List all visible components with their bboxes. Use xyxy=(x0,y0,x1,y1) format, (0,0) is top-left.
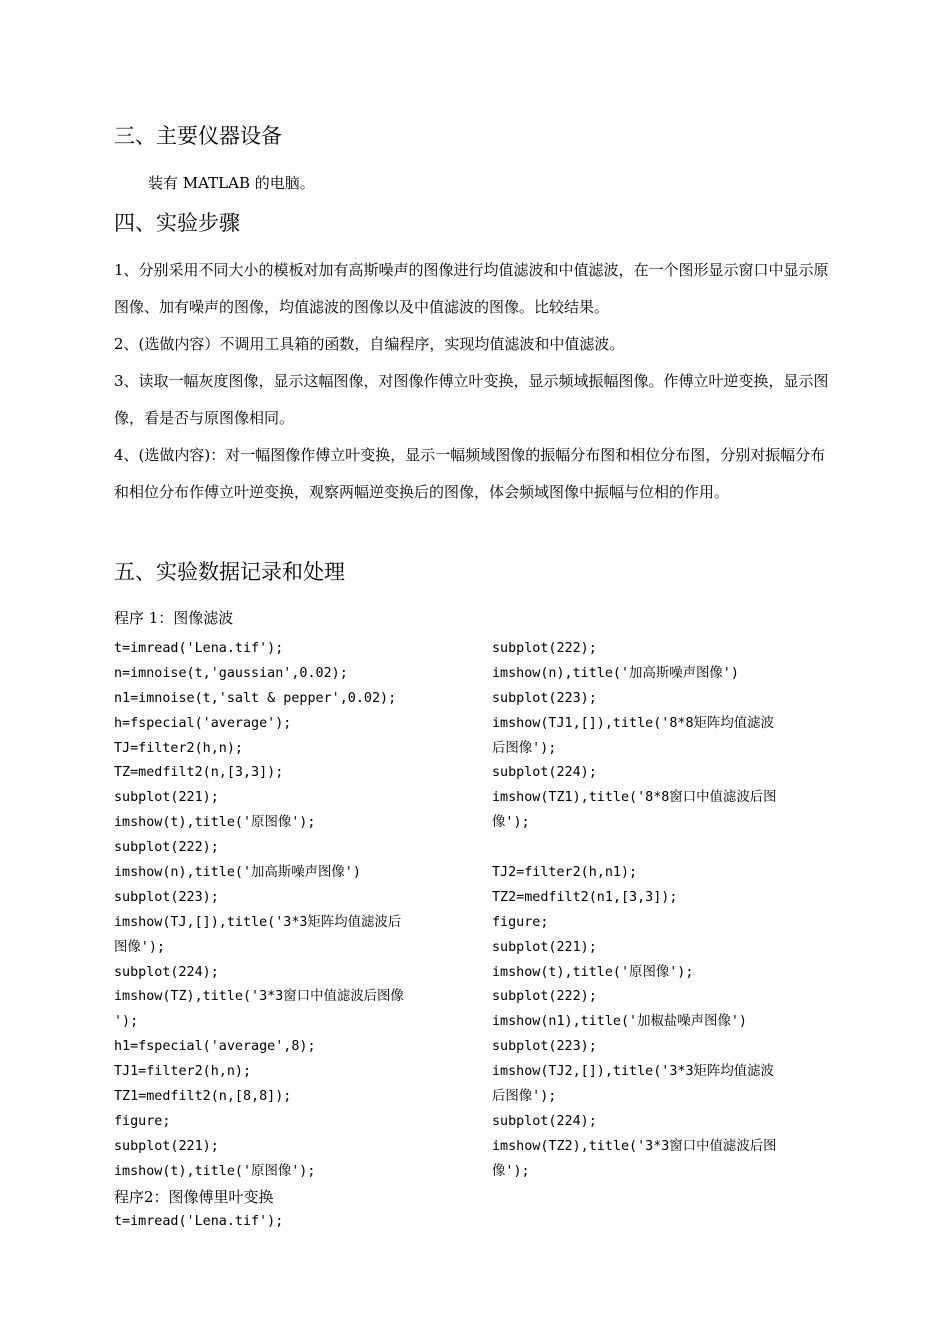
program-2-label: 程序2：图像傅里叶变换 xyxy=(114,1188,274,1206)
code-line: n=imnoise(t,'gaussian',0.02); xyxy=(114,665,348,681)
code-line: subplot(222); xyxy=(492,641,597,656)
code-line: 图像'); xyxy=(114,939,165,955)
code-line: imshow(t),title('原图像'); xyxy=(114,815,316,831)
section-3-text: 装有 MATLAB 的电脑。 xyxy=(148,174,315,192)
code-line: subplot(222); xyxy=(492,989,597,1005)
code-line: imshow(TJ2,[]),title('3*3矩阵均值滤波 xyxy=(492,1064,774,1080)
step-1: 1、分别采用不同大小的模板对加有高斯噪声的图像进行均值滤波和中值滤波，在一个图形显示窗口中显示原图像、加有噪声的图像，均值滤波的图像以及中值滤波的图像。比较结果。 xyxy=(114,261,829,316)
code-line: TZ1=medfilt2(n,[8,8]); xyxy=(114,1089,292,1105)
code-line: t=imread('Lena.tif'); xyxy=(114,1214,284,1229)
code-line: subplot(221); xyxy=(114,1138,219,1154)
step-2: 2、(选做内容）不调用工具箱的函数，自编程序，实现均值滤波和中值滤波。 xyxy=(114,335,625,353)
step-3: 3、读取一幅灰度图像，显示这幅图像，对图像作傅立叶变换，显示频域振幅图像。作傅立叶逆变换，显示图像，看是否与原图像相同。 xyxy=(114,372,829,427)
code-line xyxy=(492,836,842,861)
code-line: imshow(t),title('原图像'); xyxy=(492,964,694,980)
code-line: imshow(TJ,[]),title('3*3矩阵均值滤波后 xyxy=(114,914,402,930)
step-4: 4、(选做内容)：对一幅图像作傅立叶变换，显示一幅频域图像的振幅分布图和相位分布图，分别对振幅分布和相位分布作傅立叶逆变换，观察两幅逆变换后的图像，体会频域图像中振幅与位相的作用。 xyxy=(114,446,826,501)
code-line: subplot(221); xyxy=(114,790,219,806)
code-line: figure; xyxy=(114,1113,171,1129)
code-line: TZ=medfilt2(n,[3,3]); xyxy=(114,765,284,781)
code-line: subplot(223); xyxy=(492,690,597,706)
code-line: imshow(TJ1,[]),title('8*8矩阵均值滤波 xyxy=(492,715,774,731)
code-line: subplot(224); xyxy=(492,1113,597,1129)
code-line: imshow(TZ1),title('8*8窗口中值滤波后图 xyxy=(492,790,777,806)
code-line: h=fspecial('average'); xyxy=(114,715,292,731)
section-3-heading: 三、主要仪器设备 xyxy=(114,124,282,148)
code-line: 像'); xyxy=(492,1163,530,1179)
code-column-left xyxy=(114,637,474,1185)
code-program-2 xyxy=(114,1210,283,1235)
code-line: subplot(222); xyxy=(114,840,219,856)
code-column-right xyxy=(492,637,842,1185)
code-line: subplot(223); xyxy=(492,1039,597,1055)
code-line: TZ2=medfilt2(n1,[3,3]); xyxy=(492,889,678,905)
code-line: 后图像'); xyxy=(492,740,557,756)
code-line: h1=fspecial('average',8); xyxy=(114,1039,316,1055)
code-line: 后图像'); xyxy=(492,1089,557,1105)
code-line: TJ1=filter2(h,n); xyxy=(114,1064,252,1080)
code-line: subplot(223); xyxy=(114,889,219,905)
code-line: imshow(n),title('加高斯噪声图像') xyxy=(492,665,739,681)
code-line: n1=imnoise(t,'salt & pepper',0.02); xyxy=(114,690,397,706)
code-line: imshow(TZ),title('3*3窗口中值滤波后图像 xyxy=(114,989,404,1005)
code-line: subplot(224); xyxy=(492,765,597,781)
section-4-heading: 四、实验步骤 xyxy=(114,211,240,235)
code-line: imshow(n),title('加高斯噪声图像') xyxy=(114,865,361,881)
code-line: TJ2=filter2(h,n1); xyxy=(492,865,638,881)
code-line: imshow(t),title('原图像'); xyxy=(114,1163,316,1179)
code-line: t=imread('Lena.tif'); xyxy=(114,641,284,656)
section-5-heading: 五、实验数据记录和处理 xyxy=(114,560,345,584)
code-line: subplot(224); xyxy=(114,964,219,980)
code-line: '); xyxy=(114,1014,139,1030)
program-1-label: 程序 1：图像滤波 xyxy=(114,609,234,627)
code-line: subplot(221); xyxy=(492,939,597,955)
code-line: TJ=filter2(h,n); xyxy=(114,740,243,756)
code-line: imshow(TZ2),title('3*3窗口中值滤波后图 xyxy=(492,1138,777,1154)
code-line: 像'); xyxy=(492,815,530,831)
code-line: figure; xyxy=(492,914,549,930)
code-line: imshow(n1),title('加椒盐噪声图像') xyxy=(492,1014,747,1030)
